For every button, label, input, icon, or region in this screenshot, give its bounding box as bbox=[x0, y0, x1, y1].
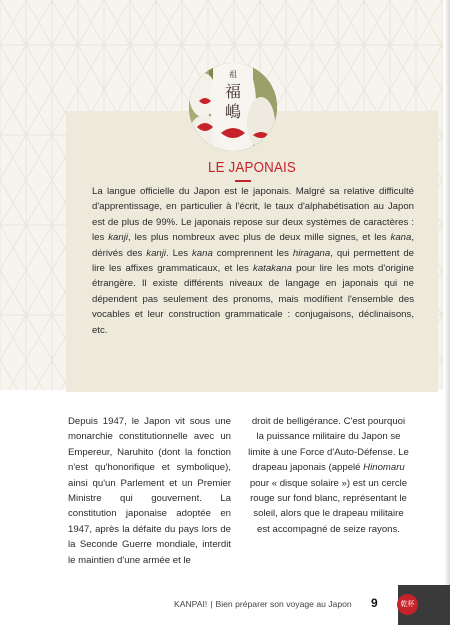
term-katakana: katakana bbox=[253, 263, 292, 275]
paper-lanterns-photo bbox=[189, 63, 277, 151]
term-hiragana: hiragana bbox=[292, 247, 331, 259]
intro-text-1: La langue officielle du Japon est le japonais. Malgré sa relative difficulté d'apprentissage, en particulier à l'écrit, le taux d'alphabétisation au Japon est de plus de 99%. Le japonais repose sur deux systèmes de caractères : les bbox=[92, 186, 414, 244]
intro-paragraph bbox=[92, 184, 414, 338]
kanpai-seal-icon: 乾杯 bbox=[397, 594, 418, 615]
body-column-left: Depuis 1947, le Japon vit sous une monarchie constitutionnelle avec un Empereur, Naruhito (dont la fonction n'est qu'honorifique et symbolique), ainsi qu'un Parlement et un Premier Ministre qui gouvernent. La constitution japonaise adoptée en 1947, après la défaite du pays lors de la Seconde Guerre mondiale, interdit le maintien d'une armée et le bbox=[68, 416, 231, 566]
term-hinomaru: Hinomaru bbox=[363, 462, 405, 474]
body-column-right bbox=[247, 414, 410, 537]
footer-subtitle: Bien préparer son voyage au Japon bbox=[215, 599, 352, 609]
svg-text:祖: 祖 bbox=[229, 70, 237, 79]
intro-text-3: , dérivés des bbox=[92, 232, 414, 259]
section-title: LE JAPONAIS bbox=[207, 160, 297, 176]
body-right-text-a: droit de belligérance. C'est pourquoi la puissance militaire du Japon se limite à une Force d'Auto-Défense. Le drapeau japonais (appelé bbox=[248, 416, 409, 474]
intro-text-4: . Les bbox=[166, 247, 192, 259]
term-kana-2: kana bbox=[192, 247, 213, 259]
svg-text:嶋: 嶋 bbox=[224, 102, 242, 121]
footer-brand: KANPAI! bbox=[174, 599, 208, 609]
lantern-illustration bbox=[189, 63, 277, 151]
page-edge-shadow bbox=[444, 0, 450, 625]
term-kanji-2: kanji bbox=[146, 247, 166, 259]
body-right-text-b: pour « disque solaire ») est un cercle rouge sur fond blanc, représentant le soleil, alors que le drapeau militaire est accompagné de seize rayons. bbox=[249, 477, 408, 535]
running-footer bbox=[174, 599, 352, 609]
intro-text-6: , qui permettent de lire les affixes grammaticaux, et les bbox=[92, 247, 415, 275]
term-kanji: kanji bbox=[108, 232, 128, 244]
intro-text-5: comprennent les bbox=[212, 247, 293, 259]
term-kana: kana bbox=[390, 232, 412, 244]
title-underline bbox=[235, 180, 251, 182]
svg-text:福: 福 bbox=[224, 82, 242, 101]
intro-text-7: pour lire les mots d'origine étrangère. Il existe différents niveaux de langage en japonais qui ne dépendent pas seulement des pronoms, mais modifient l'ensemble des vocables et leur construction grammaticale : conjugaisons, déclinaisons, etc. bbox=[92, 263, 415, 336]
page-number: 9 bbox=[371, 596, 378, 610]
intro-text-2: , les plus nombreux avec plus de deux mille signes, et les bbox=[127, 232, 391, 244]
footer-separator: | bbox=[210, 599, 213, 609]
